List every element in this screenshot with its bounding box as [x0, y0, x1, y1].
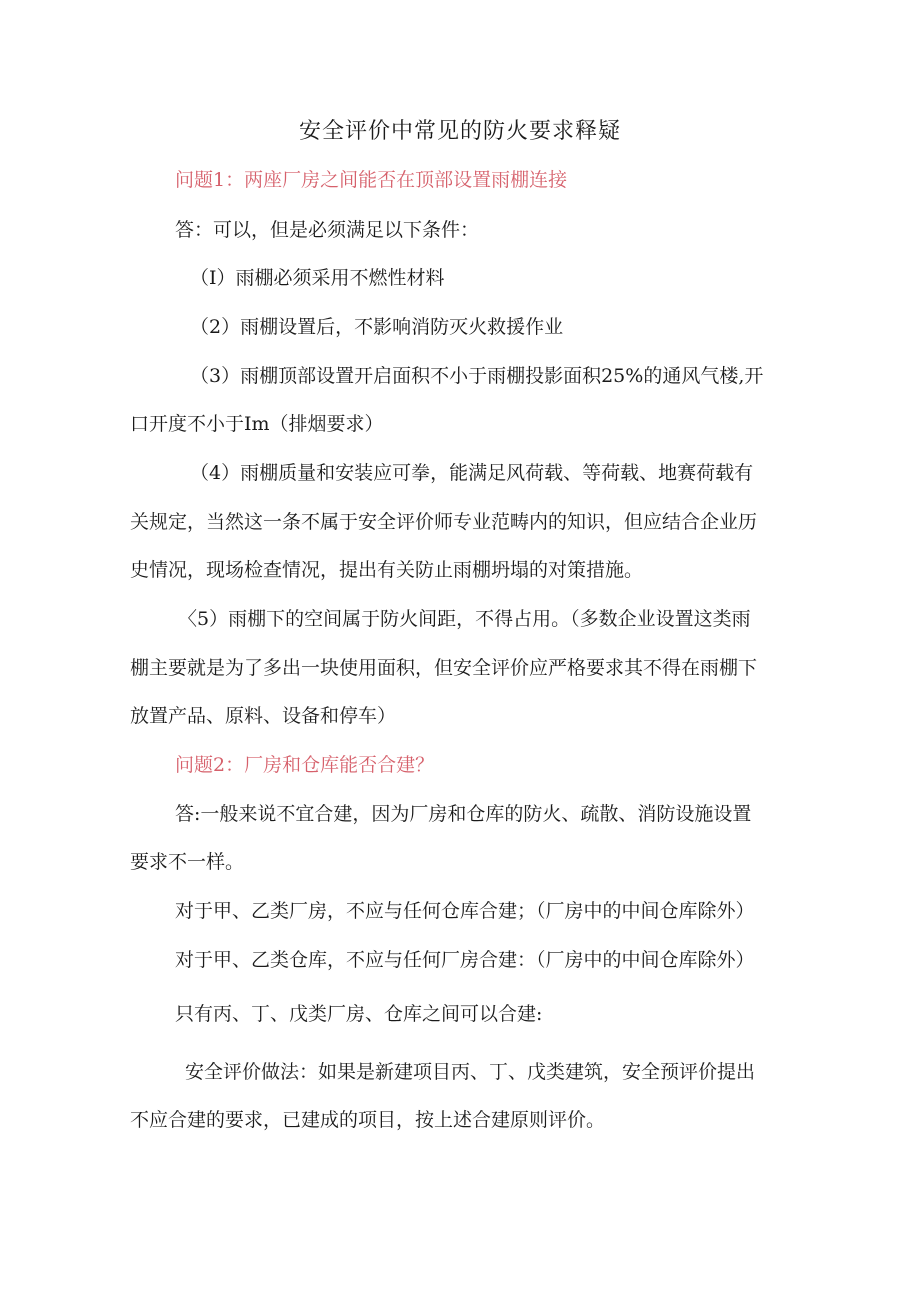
condition-5-line-3: 放置产品、原料、设备和停车） [130, 705, 397, 727]
condition-5-line-1: 〈5）雨棚下的空间属于防火间距，不得占用。（多数企业设置这类雨 [178, 608, 751, 630]
rule-class-c-d-e: 只有丙、丁、戊类厂房、仓库之间可以合建: [175, 1003, 543, 1025]
answer-1: 答：可以，但是必须满足以下条件： [175, 219, 480, 241]
condition-2: （2）雨棚设置后，不影响消防灭火救援作业 [190, 316, 564, 338]
question-1: 问题1：两座厂房之间能否在顶部设置雨棚连接 [175, 169, 568, 191]
condition-5-line-2: 棚主要就是为了多出一块使用面积，但安全评价应严格要求其不得在雨棚下 [130, 657, 758, 679]
rule-class-a-b-warehouse: 对于甲、乙类仓库，不应与任何厂房合建：（厂房中的中间仓库除外） [175, 949, 755, 971]
document-title: 安全评价中常见的防火要求释疑 [298, 119, 621, 144]
condition-3-line-1: （3）雨棚顶部设置开启面积不小于雨棚投影面积25%的通风气楼,开 [190, 365, 764, 387]
condition-4-line-1: （4）雨棚质量和安装应可拳，能满足风荷载、等荷载、地赛荷载有 [190, 462, 754, 484]
answer-2-line-1: 答:一般来说不宜合建，因为厂房和仓库的防火、疏散、消防设施设置 [175, 803, 752, 825]
rule-class-a-b-plant: 对于甲、乙类厂房，不应与任何仓库合建；（厂房中的中间仓库除外） [175, 900, 755, 922]
practice-line-1: 安全评价做法：如果是新建项目丙、丁、戊类建筑，安全预评价提出 [185, 1061, 756, 1083]
answer-2-line-2: 要求不一样。 [130, 851, 245, 873]
practice-line-2: 不应合建的要求，已建成的项目，按上述合建原则评价。 [130, 1109, 606, 1131]
condition-3-line-2: 口开度不小于Im（排烟要求） [130, 413, 384, 435]
condition-4-line-2: 关规定，当然这一条不属于安全评价师专业范畴内的知识，但应结合企业历 [130, 511, 758, 533]
condition-4-line-3: 史情况，现场检查情况，提出有关防止雨棚坍塌的对策措施。 [130, 559, 644, 581]
question-2: 问题2：厂房和仓库能否合建？ [175, 754, 435, 776]
condition-1: （I）雨棚必须采用不燃性材料 [190, 267, 445, 289]
